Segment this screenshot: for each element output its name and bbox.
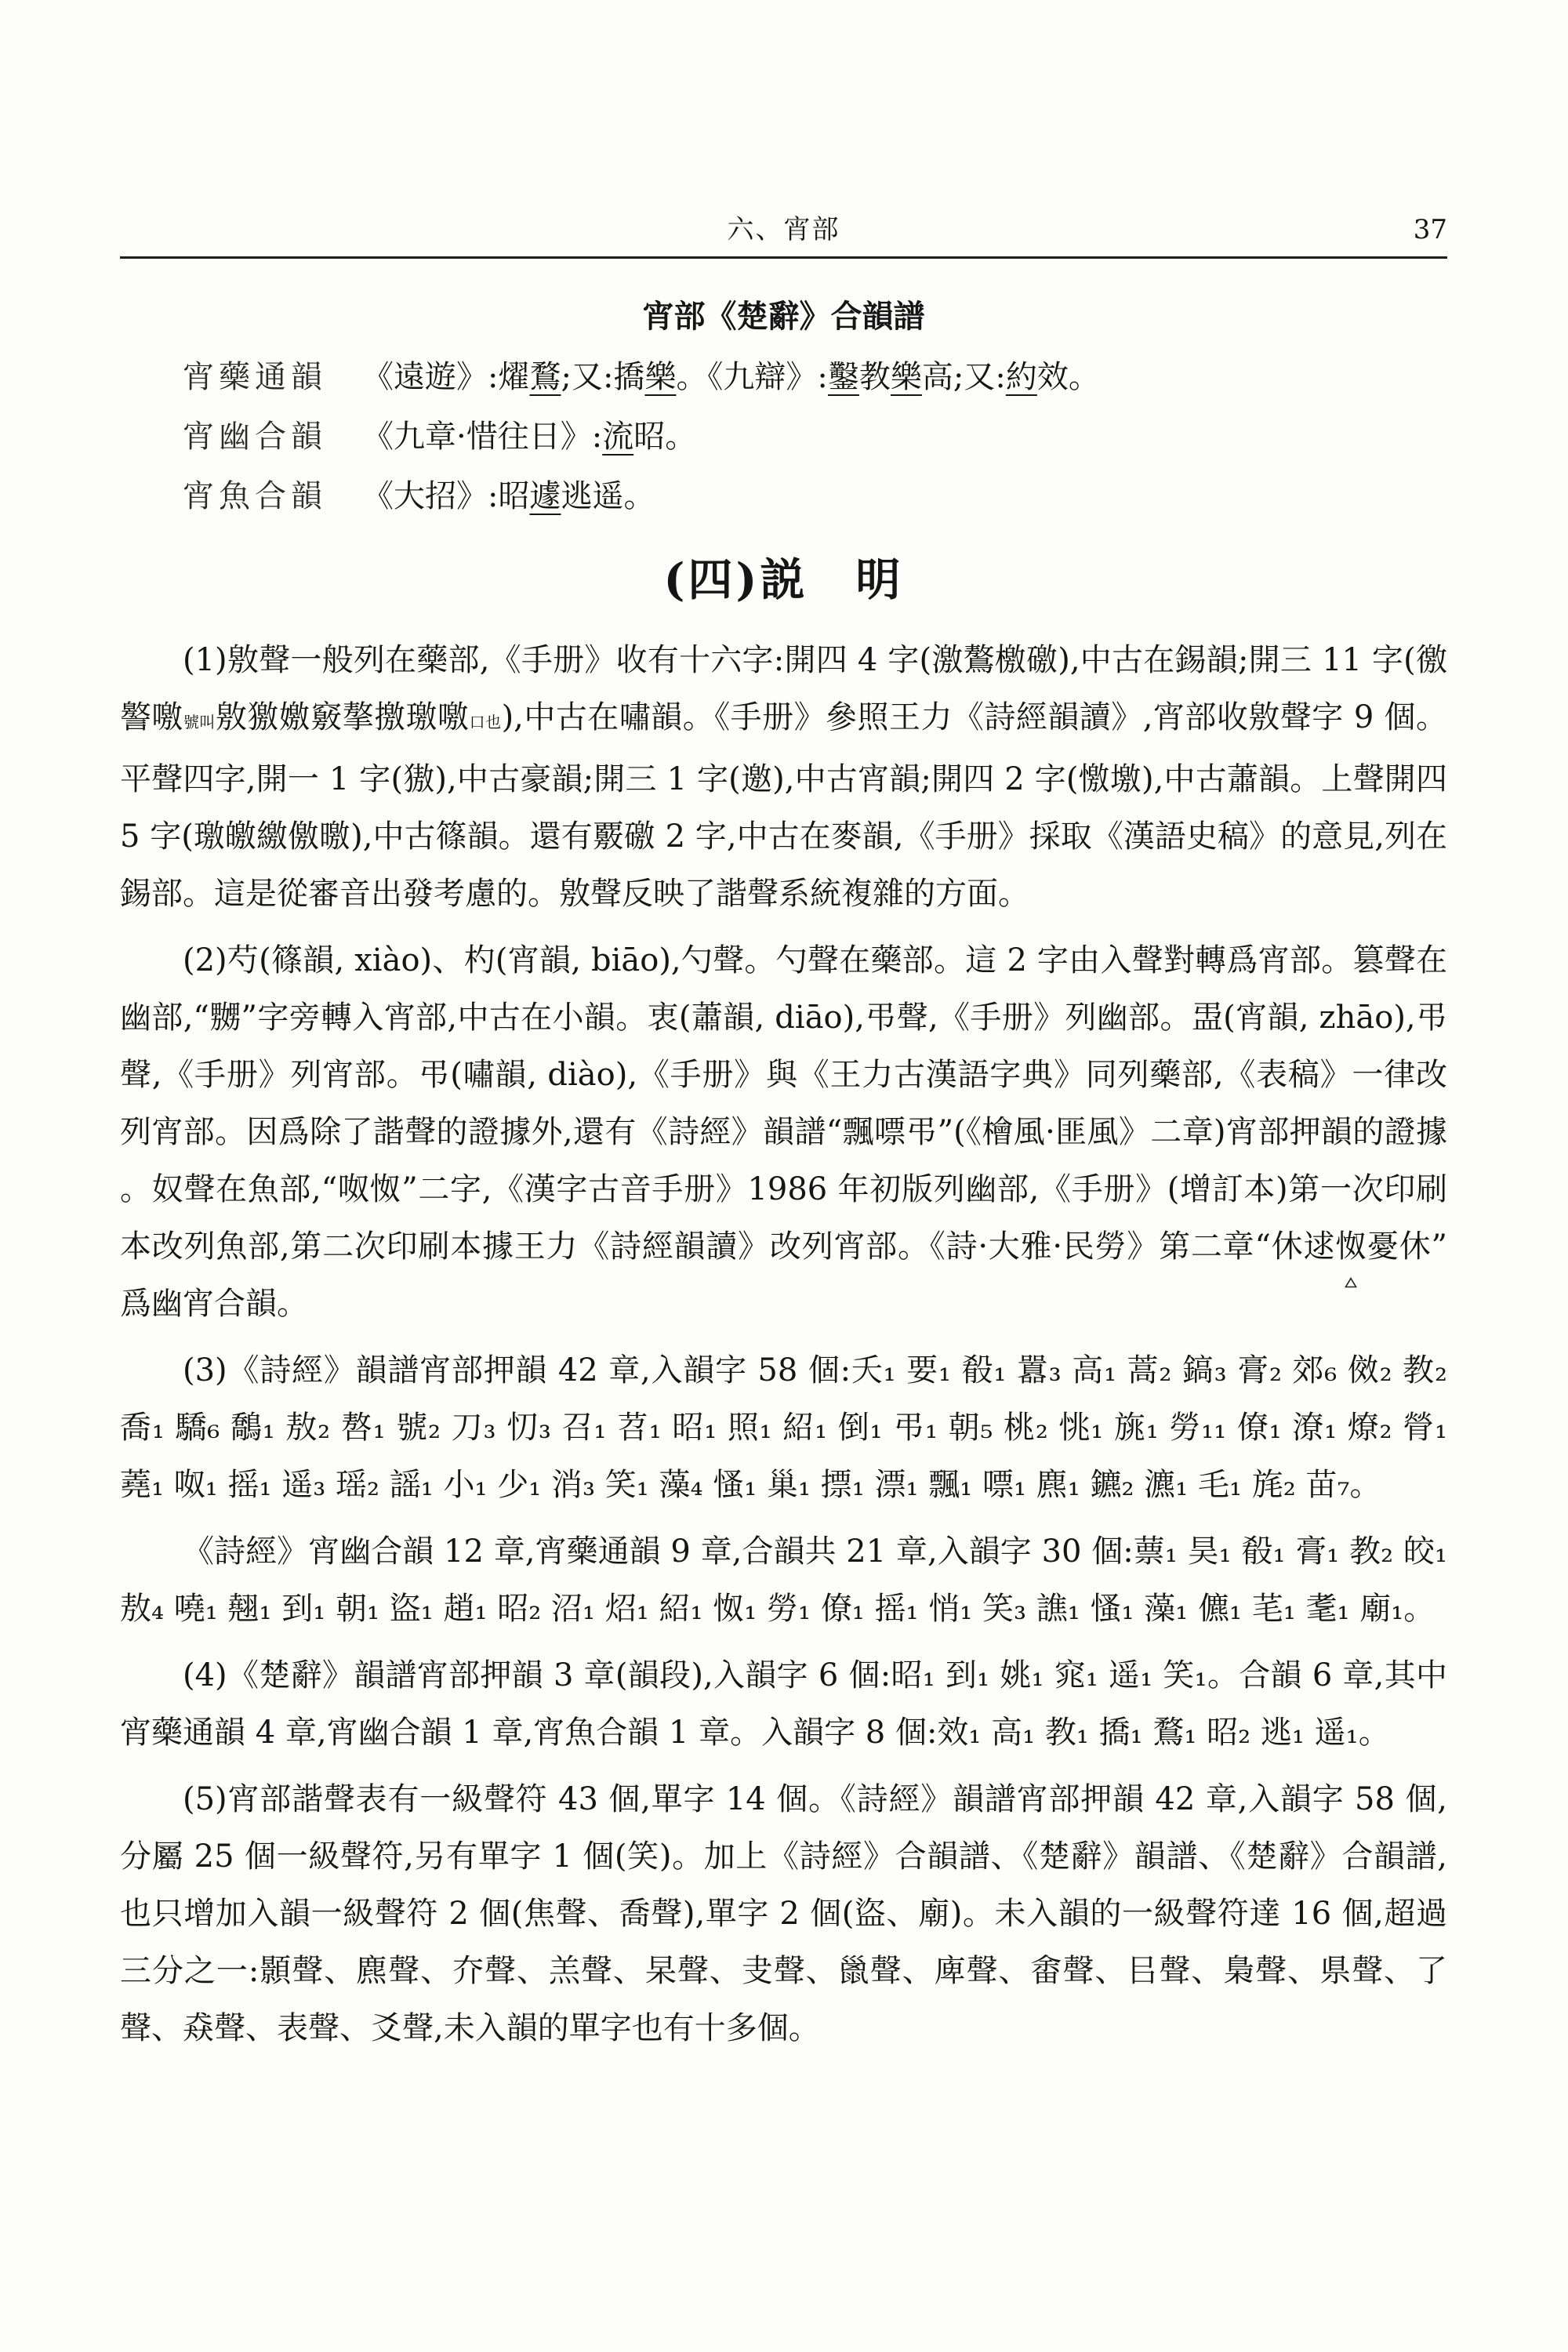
text-run: 敫獥嬓竅摮撽璬噭 <box>215 699 470 735</box>
rhyme-entry-text <box>362 347 1447 407</box>
text-run: 憂休”爲幽宵合韻。 <box>120 1229 1447 1322</box>
underlined-rhyme-word: 鑿 <box>827 359 859 395</box>
text-run: ),中古在嘯韻。《手册》參照王力《詩經韻讀》,宵部收敫聲字 9 個。平聲四字,開一 1 字(獓),中古豪韻;開三 1 字(邀),中古宵韻;開四 2 字(憿墽),中古蕭韻。上聲開四 5 字(璬皦繳儌曒),中古篠韻。還有覈礉 2 字,中古在麥韻,《手册》採取《漢語史稿》的意見,列在錫部。這是從審音出發考慮的。敫聲反映了諧聲系統複雜的方面。 <box>120 699 1447 912</box>
interlinear-note: 口也 <box>469 713 502 731</box>
rhyme-table-title: 宵部《楚辭》合韻譜 <box>642 298 925 335</box>
emphasized-word: 怓 <box>1335 1229 1367 1265</box>
text-run: 《遠遊》:燿 <box>362 359 530 395</box>
text-run: ;又:撟 <box>561 359 645 395</box>
underlined-rhyme-word: 流 <box>602 419 634 455</box>
underlined-rhyme-word: 樂 <box>644 359 677 395</box>
text-run: 逃遥。 <box>561 478 655 514</box>
text-run: 效。 <box>1036 359 1100 395</box>
underlined-rhyme-word: 鶩 <box>529 359 561 395</box>
rhyme-entry-text <box>362 466 1447 526</box>
underlined-rhyme-word: 遽 <box>529 478 561 514</box>
text-run: 。《九辯》: <box>676 359 828 395</box>
page-number: 37 <box>1413 214 1447 245</box>
text-run: 《九章·惜往日》: <box>362 419 603 455</box>
rhyme-table <box>183 347 1447 526</box>
explanation-paragraph <box>120 1523 1447 1638</box>
rhyme-entry-text <box>362 407 1447 466</box>
rhyme-category-label: 宵幽合韻 <box>183 419 327 455</box>
rhyme-category-label: 宵藥通韻 <box>183 359 327 395</box>
interlinear-note: 號叫 <box>183 713 216 731</box>
explanation-body <box>120 632 1447 2057</box>
explanation-paragraph <box>120 932 1447 1333</box>
explanation-paragraph <box>120 1771 1447 2057</box>
header-rule <box>120 256 1447 259</box>
explanation-paragraph <box>120 1647 1447 1762</box>
emphasis-mark-group <box>1335 1218 1367 1276</box>
underlined-rhyme-word: 約 <box>1005 359 1037 395</box>
rhyme-row <box>183 347 1447 407</box>
running-header-section-title: 六、宵部 <box>727 214 840 245</box>
explanation-paragraph <box>120 632 1447 923</box>
rhyme-row <box>183 466 1447 526</box>
emphasis-triangle-icon <box>1345 1277 1357 1288</box>
text-run: (5)宵部諧聲表有一級聲符 43 個,單字 14 個。《詩經》韻譜宵部押韻 42 章,入韻字 58 個,分屬 25 個一級聲符,另有單字 1 個(笑)。加上《詩經》合韻譜、《楚辭》韻譜、《楚辭》合韻譜,也只增加入韻一級聲符 2 個(焦聲、喬聲),單字 2 個(盜、廟)。未入韻的一級聲符達 16 個,超過三分之一:顥聲、麃聲、夰聲、羔聲、杲聲、叏聲、巤聲、庳聲、畬聲、㠯聲、梟聲、県聲、了聲、猋聲、表聲、爻聲,未入韻的單字也有十多個。 <box>120 1781 1447 2046</box>
rhyme-category-label: 宵魚合韻 <box>183 478 327 514</box>
text-run: 昭。 <box>633 419 697 455</box>
underlined-rhyme-word: 樂 <box>890 359 922 395</box>
rhyme-row <box>183 407 1447 466</box>
explanation-paragraph <box>120 1342 1447 1514</box>
text-run: 高;又: <box>921 359 1006 395</box>
text-run: (3)《詩經》韻譜宵部押韻 42 章,入韻字 58 個:夭₁ 要₁ 殽₁ 囂₃ 高₁ 蒿₂ 鎬₃ 膏₂ 郊₆ 傚₂ 教₂ 喬₁ 驕₆ 鷮₁ 敖₂ 嗸₁ 號₂ 刀₃ 忉₃ 召₁ 苕₁ 昭₁ 照₁ 紹₁ 倒₁ 弔₁ 朝₅ 桃₂ 恌₁ 旐₁ 勞₁₁ 僚₁ 潦₁ 燎₂ 膋₁ 蕘₁ 呶₁ 摇₁ 遥₃ 瑶₂ 謡₁ 小₁ 少₁ 消₃ 笑₁ 藻₄ 慅₁ 巢₁ 摽₁ 漂₁ 飄₁ 嘌₁ 麃₁ 鑣₂ 瀌₁ 毛₁ 旄₂ 苗₇。 <box>120 1352 1447 1503</box>
text-run: (2)芍(篠韻, xiào)、杓(宵韻, biāo),勺聲。勺聲在藥部。這 2 字由入聲對轉爲宵部。篡聲在幽部,“嬲”字旁轉入宵部,中古在小韻。衷(蕭韻, diāo),弔聲,《手册》列幽部。盄(宵韻, zhāo),弔聲,《手册》列宵部。弔(嘯韻, diào),《手册》與《王力古漢語字典》同列藥部,《表稿》一律改列宵部。因爲除了諧聲的證據外,還有《詩經》韻譜“飄嘌弔”(《檜風·匪風》二章)宵部押韻的證據。奴聲在魚部,“呶怓”二字,《漢字古音手册》1986 年初版列幽部,《手册》(增訂本)第一次印刷本改列魚部,第二次印刷本據王力《詩經韻讀》改列宵部。《詩·大雅·民勞》第二章“休逑 <box>120 942 1447 1265</box>
text-run: (4)《楚辭》韻譜宵部押韻 3 章(韻段),入韻字 6 個:昭₁ 到₁ 姚₁ 窕₁ 遥₁ 笑₁。合韻 6 章,其中宵藥通韻 4 章,宵幽合韻 1 章,宵魚合韻 1 章。入韻字 8 個:效₁ 高₁ 教₁ 撟₁ 鶩₁ 昭₂ 逃₁ 遥₁。 <box>120 1657 1447 1751</box>
running-header <box>120 210 1447 249</box>
text-run: (1)敫聲一般列在藥部,《手册》收有十六字:開四 4 字(激鷔檄礉),中古在錫韻;開三 11 字(徼譥噭 <box>120 642 1447 735</box>
text-run: 教 <box>858 359 891 395</box>
text-run: 《詩經》宵幽合韻 12 章,宵藥通韻 9 章,合韻共 21 章,入韻字 30 個:蔈₁ 昊₁ 殽₁ 膏₁ 教₂ 皎₁ 敖₄ 嘵₁ 翹₁ 到₁ 朝₁ 盜₁ 趙₁ 昭₂ 沼₁ 炤₁ 紹₁ 怓₁ 勞₁ 僚₁ 摇₁ 悄₁ 笑₃ 譙₁ 慅₁ 藻₁ 儦₁ 芼₁ 耄₁ 廟₁。 <box>120 1534 1447 1627</box>
text-run: 《大招》:昭 <box>362 478 530 514</box>
section-heading: (四)説 明 <box>663 554 904 606</box>
